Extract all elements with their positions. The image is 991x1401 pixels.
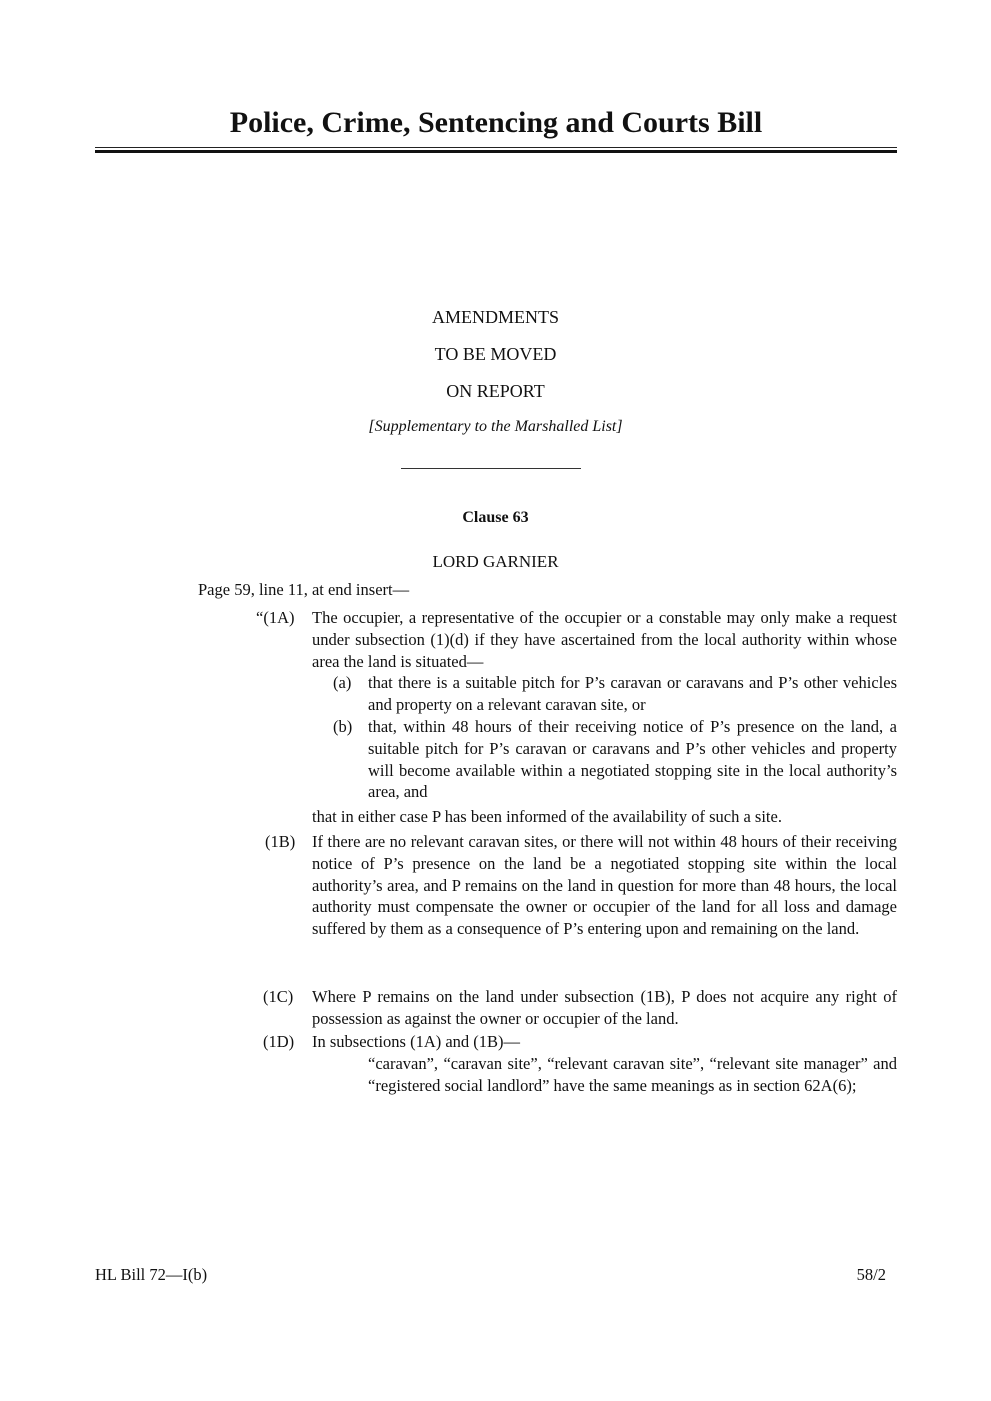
heading-amendments: AMENDMENTS bbox=[431, 307, 559, 327]
subsection-text: The occupier, a representative of the occupier or a constable may only make a request under subsection (1)(d) if they have ascertained from the local authority within whose area the land is situated— bbox=[312, 608, 897, 671]
bill-title: Police, Crime, Sentencing and Courts Bill bbox=[229, 106, 763, 139]
subsection-text: In subsections (1A) and (1B)— bbox=[312, 1032, 521, 1051]
definition-text: “caravan”, “caravan site”, “relevant caravan site”, “relevant site manager” and “registered social landlord” have the same meanings as in section 62A(6); bbox=[368, 1054, 897, 1095]
paragraph-text: that, within 48 hours of their receiving notice of P’s presence on the land, a suitable pitch for P’s caravan or caravans and P’s other vehicles and property will become available within a negotiated stopping site in the local authority’s area, and bbox=[368, 717, 897, 802]
subsection-text: Where P remains on the land under subsection (1B), P does not acquire any right of possession as against the owner or occupier of the land. bbox=[312, 987, 897, 1028]
paragraph-number: (b) bbox=[333, 717, 353, 736]
paragraph-a bbox=[333, 672, 897, 716]
mover-name: LORD GARNIER bbox=[432, 552, 559, 571]
paragraph-b bbox=[333, 716, 897, 804]
subsection-1A bbox=[256, 607, 897, 673]
definition-block bbox=[368, 1053, 897, 1119]
supplementary-note: [Supplementary to the Marshalled List] bbox=[368, 418, 623, 435]
page-reference: 58/2 bbox=[856, 1265, 886, 1284]
subsection-1B bbox=[265, 831, 897, 985]
title-rule-thin bbox=[95, 147, 897, 148]
section-divider bbox=[401, 468, 581, 469]
bill-reference: HL Bill 72—I(b) bbox=[95, 1265, 208, 1284]
paragraph-number: (a) bbox=[333, 673, 352, 692]
subsection-number: (1D) bbox=[263, 1032, 295, 1051]
subsection-1C bbox=[263, 986, 897, 1030]
amendment-location: Page 59, line 11, at end insert— bbox=[198, 580, 410, 599]
subsection-text: If there are no relevant caravan sites, or there will not within 48 hours of their receiving notice of P’s presence on the land be a negotiated stopping site within the local authority’s area, and P remains on the land in question for more than 48 hours, the local authority must compensate the owner or occupier of the land for all loss and damage suffered by them as a consequence of P’s entering upon and remaining on the land. bbox=[312, 832, 897, 939]
heading-to-be-moved: TO BE MOVED bbox=[434, 344, 557, 364]
clause-heading: Clause 63 bbox=[462, 509, 529, 526]
subsection-1A-tail: that in either case P has been informed of the availability of such a site. bbox=[312, 807, 782, 826]
title-rule-thick bbox=[95, 150, 897, 153]
heading-on-report: ON REPORT bbox=[446, 381, 545, 401]
subsection-number: (1B) bbox=[265, 832, 296, 851]
subsection-number: (1C) bbox=[263, 987, 294, 1006]
paragraph-text: that there is a suitable pitch for P’s caravan or caravans and P’s other vehicles and property on a relevant caravan site, or bbox=[368, 673, 897, 714]
subsection-number: “(1A) bbox=[256, 608, 295, 627]
subsection-1D bbox=[263, 1031, 897, 1053]
